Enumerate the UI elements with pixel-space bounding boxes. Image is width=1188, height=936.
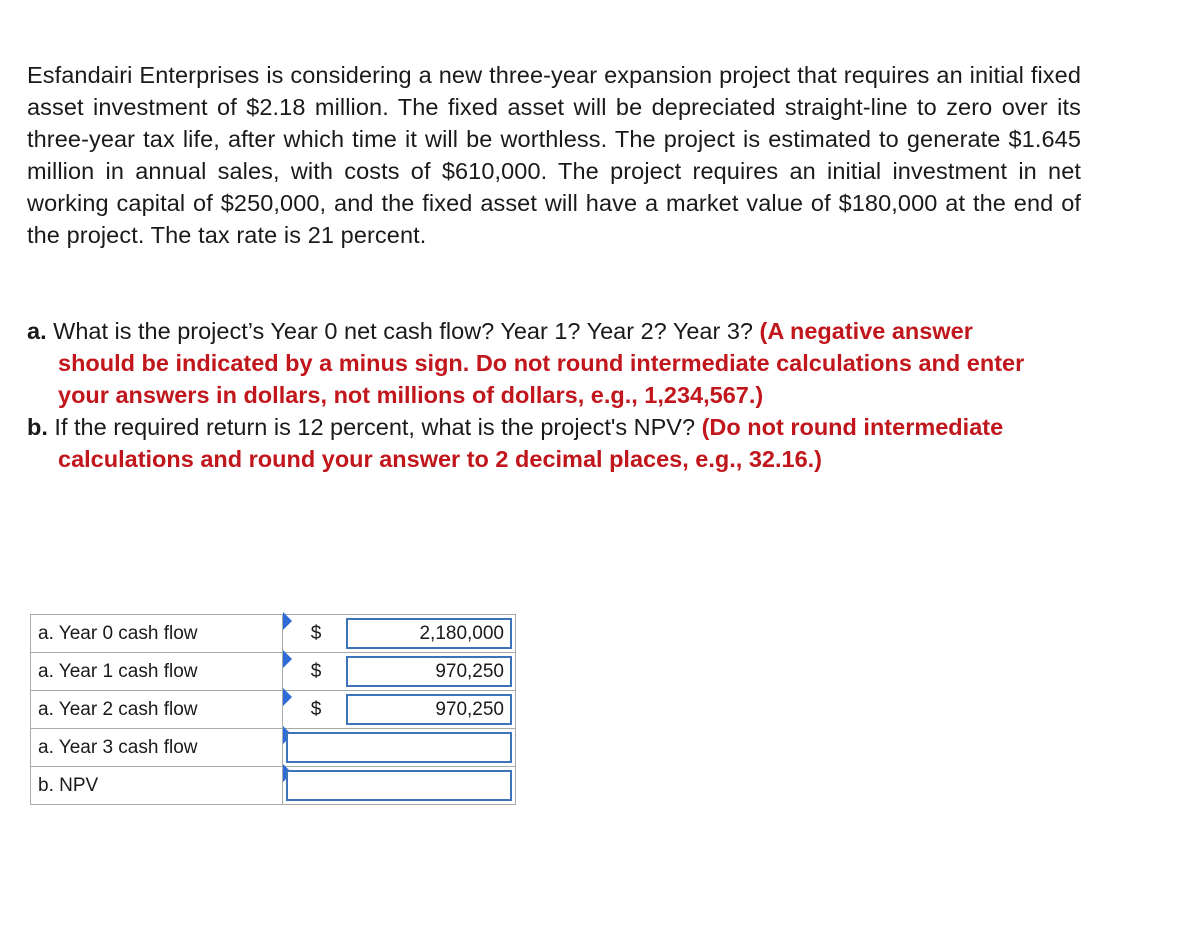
year1-cash-flow-input[interactable]: 970,250 <box>346 656 512 687</box>
year0-cash-flow-input[interactable]: 2,180,000 <box>346 618 512 649</box>
currency-symbol: $ <box>310 660 322 682</box>
answer-field-year3 <box>286 732 512 763</box>
question-b-text: If the required return is 12 percent, what is the project's NPV? <box>54 414 696 440</box>
currency-symbol: $ <box>310 622 322 644</box>
year2-cash-flow-input[interactable]: 970,250 <box>346 694 512 725</box>
problem-statement: Esfandairi Enterprises is considering a new three-year expansion project that requires an initial fixed asset investment of $2.18 million. The fixed asset will be depreciated straight-line to zero over its three-year tax life, after which time it will be worthless. The project is estimated to generate $1.645 million in annual sales, with costs of $610,000. The project requires an initial investment in net working capital of $250,000, and the fixed asset will have a market value of $180,000 at the end of the project. The tax rate is 21 percent. <box>27 62 1081 248</box>
answer-row-year3 <box>31 729 516 767</box>
question-b <box>27 411 1037 475</box>
answer-cell-year0 <box>283 615 516 653</box>
answer-field-year1 <box>286 656 512 687</box>
question-b-hint: (Do not round intermediate calculations and round your answer to 2 decimal places, e.g., 32.16.) <box>58 414 1004 472</box>
npv-input[interactable] <box>286 770 512 801</box>
answer-cell-npv <box>283 767 516 805</box>
questions <box>27 315 1037 475</box>
answer-row-year0 <box>31 615 516 653</box>
answer-field-year0 <box>286 618 512 649</box>
answer-field-year2 <box>286 694 512 725</box>
question-a-text: What is the project’s Year 0 net cash flow? Year 1? Year 2? Year 3? <box>53 318 753 344</box>
question-a-hint: (A negative answer should be indicated by a minus sign. Do not round intermediate calculations and enter your answers in dollars, not millions of dollars, e.g., 1,234,567.) <box>58 318 1025 408</box>
answer-row-year1 <box>31 653 516 691</box>
question-b-letter: b. <box>27 414 48 440</box>
year3-cash-flow-input[interactable] <box>286 732 512 763</box>
answer-label-year3: a. Year 3 cash flow <box>31 729 283 767</box>
answer-label-year1: a. Year 1 cash flow <box>31 653 283 691</box>
answer-label-year2: a. Year 2 cash flow <box>31 691 283 729</box>
answer-cell-year1 <box>283 653 516 691</box>
answer-row-npv <box>31 767 516 805</box>
answer-row-year2 <box>31 691 516 729</box>
answer-table <box>30 614 516 805</box>
answer-cell-year3 <box>283 729 516 767</box>
currency-symbol: $ <box>310 698 322 720</box>
question-a <box>27 315 1037 411</box>
answer-label-npv: b. NPV <box>31 767 283 805</box>
answer-label-year0: a. Year 0 cash flow <box>31 615 283 653</box>
answer-field-npv <box>286 770 512 801</box>
answer-cell-year2 <box>283 691 516 729</box>
question-a-letter: a. <box>27 318 47 344</box>
